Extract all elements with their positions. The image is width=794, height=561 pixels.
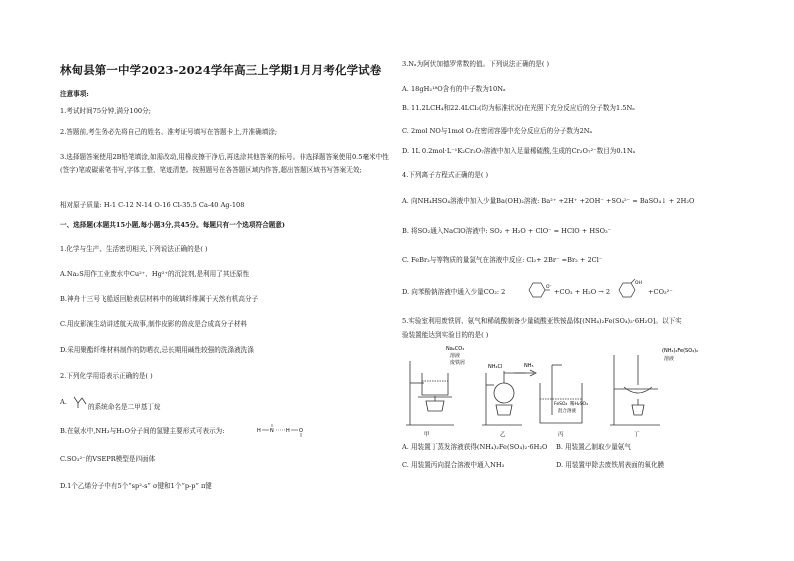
label-nh4cl: NH₄Cl xyxy=(488,364,503,370)
label-nh3: NH₃ xyxy=(524,363,534,369)
q5-stem-line-1: 5.实验室利用废铁屑、氨气和稀硫酸制备少量硫酸亚铁铵晶体[(NH₄)₂Fe(SO₄)₂·6H₂O]。以下实 xyxy=(402,317,682,325)
q2-option-c[interactable]: C.SO₃²⁻的VSEPR模型是四面体 xyxy=(60,455,156,463)
notice-heading: 注意事项: xyxy=(60,90,89,98)
q5-option-b[interactable]: B. 用装置乙制取少量氨气 xyxy=(556,443,631,451)
apparatus-label-jia: 甲 xyxy=(424,432,430,438)
q4-option-a[interactable]: A. 向NH₄HSO₄溶液中加入少量Ba(OH)₂溶液: Ba²⁺ +2H⁺ +2OH⁻ +SO₄²⁻ = BaSO₄↓ + 2H₂O xyxy=(402,197,695,205)
q2-option-d[interactable]: D.1个乙烯分子中有5个“sp²-s” σ键和1个“p-p” π键 xyxy=(60,482,212,490)
label-na2co3: Na₂CO₃ xyxy=(446,346,465,352)
q2-option-b[interactable]: B.在氨水中,NH₃与H₂O分子间的氢键主要形式可表示为: xyxy=(60,427,225,435)
q4-option-c[interactable]: C. FeBr₂与等物质的量氯气在溶液中反应: Cl₂+ 2Br⁻ =Br₂ + 2Cl⁻ xyxy=(402,256,603,264)
svg-text:O⁻: O⁻ xyxy=(546,285,552,290)
exam-title: 林甸县第一中学2023-2024学年高三上学期1月月考化学试卷 xyxy=(60,63,382,77)
svg-text:H: H xyxy=(286,428,290,434)
notice-item-2: 2.答题前,考生务必先将自己的姓名、准考证号填写在答题卡上,并准确填涂; xyxy=(60,128,278,136)
atomic-masses: 相对原子质量: H-1 C-12 N-14 O-16 Cl-35.5 Ca-40 Ag-108 xyxy=(60,201,245,209)
q3-option-a[interactable]: A. 18gH₂¹⁸O含有的中子数为10Nₐ xyxy=(402,85,506,93)
q2-option-a[interactable]: 的系统命名是二甲基丁烷 xyxy=(88,403,161,411)
q4-option-d-suffix[interactable]: +CO₃²⁻ xyxy=(648,288,673,296)
q5-stem-line-2: 验装置能达到实验目的的是( ) xyxy=(402,331,489,339)
q3-option-c[interactable]: C. 2mol NO与1mol O₂在密闭容器中充分反应后的分子数为2Nₐ xyxy=(402,127,593,135)
notice-item-1: 1.考试时间75分钟,满分100分; xyxy=(60,107,151,115)
q3-option-b[interactable]: B. 11.2LCH₄和22.4LCl₂(均为标准状况)在光照下充分反应后的分子数为1.5Nₐ xyxy=(402,104,635,112)
label-feso4: FeSO₄ xyxy=(554,402,568,407)
label-na2co3-solution: 溶液 xyxy=(450,353,461,359)
q1-option-d[interactable]: D.采用聚酯纤维材料制作的防晒衣,忌长期用碱性较强的洗涤液洗涤 xyxy=(60,346,254,354)
section-1-heading: 一、选择题(本题共15小题,每小题3分,共45分。每题只有一个选项符合题意) xyxy=(60,221,285,229)
q2-stem: 2.下列化学用语表示正确的是( ) xyxy=(60,372,153,380)
q5-option-d[interactable]: D. 用装置甲除去废铁屑表面的氧化膜 xyxy=(556,461,665,469)
q1-stem: 1.化学与生产、生活密切相关,下列说法正确的是( ) xyxy=(60,245,208,253)
q5-option-a[interactable]: A. 用装置丁蒸发溶液获得(NH₄)₂Fe(SO₄)₂·6H₂O xyxy=(402,443,548,451)
q3-stem: 3.Nₐ为阿伏加德罗常数的值。下列说法正确的是( ) xyxy=(402,60,550,68)
apparatus-label-bing: 丙 xyxy=(558,432,564,438)
label-mixed-solution: 混合溶液 xyxy=(558,409,576,414)
label-scrap-iron: 废铁屑 xyxy=(450,360,466,366)
hydrogen-bond-diagram xyxy=(255,420,317,440)
label-h2so4: 稀H₂SO₄ xyxy=(570,402,588,407)
q1-option-a[interactable]: A.Na₂S用作工业废水中Cu²⁺、Hg²⁺的沉淀剂,是利用了其还原性 xyxy=(60,270,250,278)
q1-option-c[interactable]: C.用皮影演生动讲述航天故事,制作皮影的兽皮是合成高分子材料 xyxy=(60,320,248,328)
svg-text:H: H xyxy=(257,428,261,434)
label-product: (NH₄)₂Fe(SO₄)₂ xyxy=(662,348,699,354)
svg-text:O: O xyxy=(299,428,303,434)
svg-text:OH: OH xyxy=(635,281,642,286)
svg-text:N: N xyxy=(270,428,274,434)
apparatus-label-ding: 丁 xyxy=(634,432,640,438)
phenoxide-ring xyxy=(525,280,553,300)
label-product-solution: 溶液 xyxy=(664,356,675,362)
q4-stem: 4.下列离子方程式正确的是( ) xyxy=(402,171,489,179)
q3-option-d[interactable]: D. 1L 0.2mol·L⁻¹K₂Cr₂O₇溶液中加入足量稀硫酸,生成的Cr₂O₇²⁻数目为0.1Nₐ xyxy=(402,147,636,155)
apparatus-figure xyxy=(402,343,747,438)
q4-option-d-prefix[interactable]: D. 向苯酚钠溶液中通入少量CO₂: 2 xyxy=(402,288,506,296)
q4-option-b[interactable]: B. 将SO₂通入NaClO溶液中: SO₂ + H₂O + ClO⁻ = HClO + HSO₃⁻ xyxy=(402,227,612,235)
q2-option-a-letter[interactable]: A. xyxy=(60,398,67,406)
q1-option-b[interactable]: B.神舟十三号飞船返回舱表层材料中的玻璃纤维属于天然有机高分子 xyxy=(60,295,259,303)
q5-option-c[interactable]: C. 用装置丙向混合溶液中通入NH₃ xyxy=(402,461,505,469)
apparatus-label-yi: 乙 xyxy=(500,432,506,438)
notice-item-3: 3.选择题答案使用2B铅笔填涂,如需改动,用橡皮擦干净后,再选涂其他答案的标号。非选择题答案使用0.5毫米中性(签字)笔或碳素笔书写,字体工整、笔迹清楚。按照题号在各答题区域内作答,超出答题区域书写答案无效; xyxy=(60,153,389,174)
q2-skeletal-structure xyxy=(72,393,88,409)
phenol-ring xyxy=(615,278,647,300)
q4-option-d-mid[interactable]: +CO₂ + H₂O → 2 xyxy=(554,288,611,296)
